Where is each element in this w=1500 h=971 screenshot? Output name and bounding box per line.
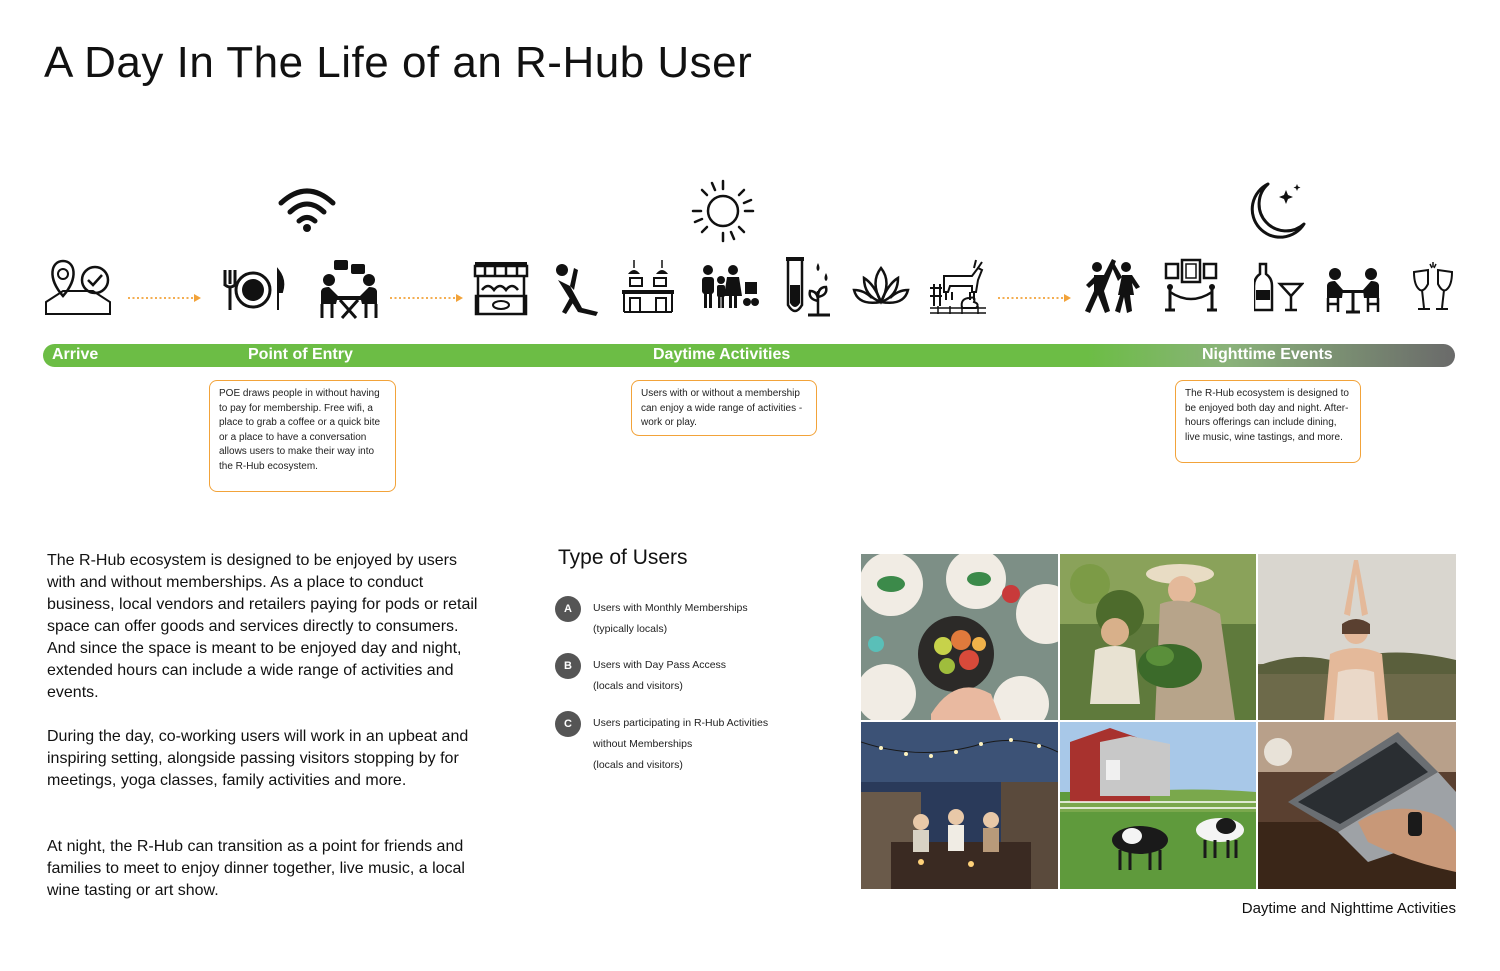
stage-label-arrive: Arrive [52, 346, 99, 363]
timeline-arrow [998, 290, 1072, 300]
farm-animals-icon [928, 258, 988, 314]
user-type-line: Users with Monthly Memberships [593, 602, 748, 614]
yoga-pose-photo [1258, 554, 1456, 720]
coworking-desk-icon [620, 258, 676, 314]
stage-label-nighttime: Nighttime Events [1202, 346, 1333, 363]
laptop-typing-photo [1258, 722, 1456, 889]
evening-dinner-photo [861, 722, 1058, 889]
test-tube-plant-icon [782, 255, 832, 317]
market-stall-icon [472, 258, 530, 318]
user-type-line: without Memberships [593, 738, 693, 750]
user-type-line: Users with Day Pass Access [593, 659, 727, 671]
wifi-icon [277, 185, 337, 233]
user-type-text [593, 598, 823, 640]
user-type-text [593, 655, 823, 697]
stage-label-daytime: Daytime Activities [653, 346, 791, 363]
wine-toast-icon [1410, 262, 1456, 312]
art-gallery-icon [1162, 258, 1220, 312]
user-type-line: Users participating in R-Hub Activities [593, 717, 769, 729]
body-paragraph: At night, the R-Hub can transition as a point for friends and families to meet to enjoy dinner together, live music, a local wine tasting or art show. [47, 838, 465, 899]
garden-harvest-photo [1060, 554, 1256, 720]
yoga-icon [548, 258, 602, 316]
page-title: A Day In The Life of an R-Hub User [44, 38, 753, 87]
lotus-icon [852, 264, 910, 308]
user-type-line: (locals and visitors) [593, 759, 683, 771]
body-paragraph: The R-Hub ecosystem is designed to be enjoyed by users with and without memberships. As a place to conduct business, local vendors and retailers paying for pods or retail space can offer goods and services directly to consumers. And since the space is meant to be enjoyed day and night, extended hours can include a wide range of activities and events. [47, 552, 478, 701]
stage-label-point-of-entry: Point of Entry [248, 346, 353, 363]
family-icon [697, 262, 761, 310]
user-type-badge: A [555, 596, 581, 622]
fruit-table-photo [861, 554, 1058, 720]
dinner-table-icon [1324, 266, 1382, 314]
callout-nighttime: The R-Hub ecosystem is designed to be enjoyed both day and night. After-hours offerings can include dining, live music, wine tastings, and more. [1175, 380, 1361, 463]
location-check-icon [43, 258, 113, 316]
dancing-icon [1082, 255, 1144, 315]
timeline-bar [43, 344, 1455, 367]
timeline-arrow [390, 290, 464, 300]
dining-icon [220, 266, 286, 312]
photo-caption: Daytime and Nighttime Activities [1241, 900, 1456, 917]
callout-point-of-entry: POE draws people in without having to pay for membership. Free wifi, a place to grab a coffee or a quick bite or a place to have a conversation allows users to make their way into the R-Hub ecosystem. [209, 380, 396, 492]
meeting-icon [318, 258, 380, 320]
user-type-text [593, 713, 823, 776]
barn-cows-photo [1060, 722, 1256, 889]
body-paragraph: During the day, co-working users will work in an upbeat and inspiring setting, alongside passing visitors stopping by for meetings, yoga classes, family activities and more. [47, 728, 469, 789]
callout-daytime: Users with or without a membership can enjoy a wide range of activities - work or play. [631, 380, 817, 436]
user-type-line: (locals and visitors) [593, 680, 683, 692]
moon-stars-icon [1240, 180, 1308, 244]
sun-icon [690, 178, 756, 244]
timeline-arrow [128, 290, 202, 300]
wine-cocktail-icon [1254, 262, 1304, 312]
users-heading: Type of Users [558, 546, 688, 569]
user-type-badge: B [555, 653, 581, 679]
user-type-line: (typically locals) [593, 623, 668, 635]
user-type-badge: C [555, 711, 581, 737]
